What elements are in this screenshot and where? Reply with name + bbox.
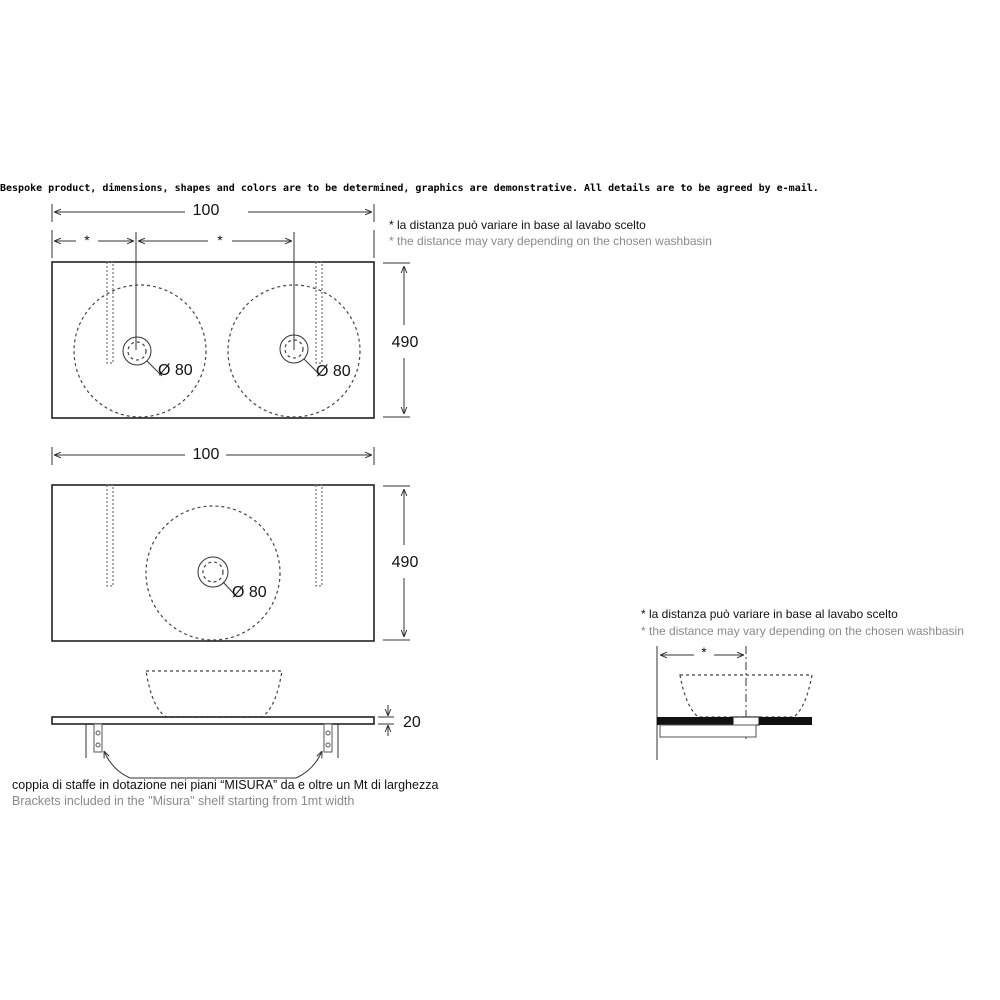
width-label: 100 [192,446,220,463]
detail-drain-hole [733,717,759,725]
double-basin-top-view [52,202,418,418]
spacing-star-1: * [84,232,90,248]
note-detail-italian: * la distanza può variare in base al lavabo scelto [641,607,898,621]
single-basin-top-view [52,446,418,641]
bracket-caption-english: Brackets included in the "Misura" shelf starting from 1mt width [12,794,355,808]
detail-countertop-right [759,717,812,725]
countertop-side [52,717,374,724]
drain-left-label: Ø 80 [158,362,193,379]
bracket-left [107,262,113,363]
countertop-outline [52,485,374,641]
note-top-italian: * la distanza può variare in base al lavabo scelto [389,218,646,232]
bracket-side-right [324,724,338,758]
detail-countertop-left [657,717,733,725]
bracket-left [107,485,113,586]
drain-center-label: Ø 80 [232,584,267,601]
basin-left [74,285,206,417]
bracket-right [316,262,322,363]
note-detail-english: * the distance may vary depending on the chosen washbasin [641,624,964,638]
basin-center [146,506,280,640]
countertop-outline [52,262,374,418]
width-label: 100 [192,202,220,219]
height-label: 490 [391,554,419,571]
detail-spacing-star: * [701,644,707,660]
bracket-side-left [86,724,102,758]
thickness-label: 20 [403,714,421,731]
detail-section-view [641,607,964,760]
height-label: 490 [391,334,419,351]
drain-left [123,337,151,365]
disclaimer-text: Bespoke product, dimensions, shapes and colors are to be determined, graphics are demonstrative. All details are to be agreed by e-mail. [0,183,819,194]
spacing-star-2: * [217,232,223,248]
bracket-leader-left [104,751,130,778]
detail-bracket [660,725,756,737]
drain-right-label: Ø 80 [316,363,351,380]
bracket-right [316,485,322,586]
bracket-caption-italian: coppia di staffe in dotazione nei piani “MISURA” da e oltre un Mt di larghezza [12,778,439,792]
drain-center-inner [203,562,223,582]
note-top-english: * the distance may vary depending on the chosen washbasin [389,234,712,248]
drain-left-inner [128,342,146,360]
bracket-leader-right [296,751,322,778]
basin-side-profile [146,671,282,717]
side-view [52,671,421,778]
